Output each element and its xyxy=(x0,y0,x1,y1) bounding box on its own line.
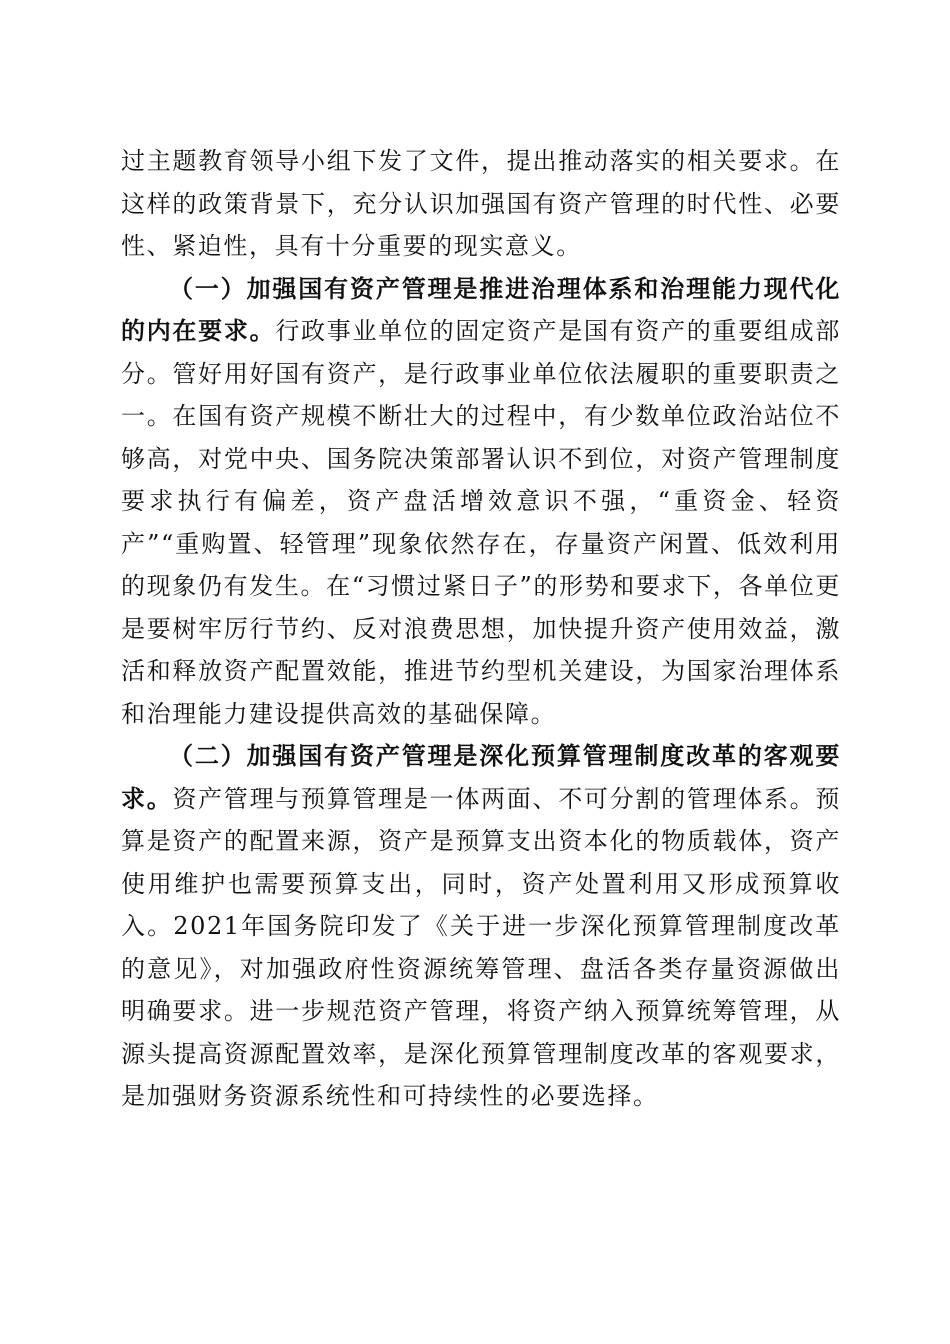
section-1-heading: （一）加强国有资产管理是推进治理体系和治理能力现代化的内在要求。 xyxy=(121,273,841,345)
section-2-text: 资产管理与预算管理是一体两面、不可分割的管理体系。预算是资产的配置来源，资产是预算支出资本化的物质载体，资产使用维护也需要预算支出，同时，资产处置利用又形成预算收入。2021年国务院印发了《关于进一步深化预算管理制度改革的意见》，对加强政府性资源统筹管理、盘活各类存量资源做出明确要求。进一步规范资产管理，将资产纳入预算统筹管理，从源头提高资源配置效率，是深化预算管理制度改革的客观要求，是加强财务资源系统性和可持续性的必要选择。 xyxy=(121,784,841,1110)
section-1-text: 行政事业单位的固定资产是国有资产的重要组成部分。管好用好国有资产，是行政事业单位依法履职的重要职责之一。在国有资产规模不断壮大的过程中，有少数单位政治站位不够高，对党中央、国务院决策部署认识不到位，对资产管理制度要求执行有偏差，资产盘活增效意识不强，“重资金、轻资产”“重购置、轻管理”现象依然存在，存量资产闲置、低效利用的现象仍有发生。在“习惯过紧日子”的形势和要求下，各单位更是要树牢厉行节约、反对浪费思想，加快提升资产使用效益，激活和释放资产配置效能，推进节约型机关建设，为国家治理体系和治理能力建设提供高效的基础保障。 xyxy=(121,317,841,728)
paragraph-intro-text: 过主题教育领导小组下发了文件，提出推动落实的相关要求。在这样的政策背景下，充分认识加强国有资产管理的时代性、必要性、紧迫性，具有十分重要的现实意义。 xyxy=(121,147,841,260)
paragraph-section-2 xyxy=(121,735,841,1118)
document-page xyxy=(121,140,841,1118)
section-2-heading: （二）加强国有资产管理是深化预算管理制度改革的客观要求。 xyxy=(121,741,841,813)
paragraph-intro xyxy=(121,140,841,268)
paragraph-section-1 xyxy=(121,268,841,736)
